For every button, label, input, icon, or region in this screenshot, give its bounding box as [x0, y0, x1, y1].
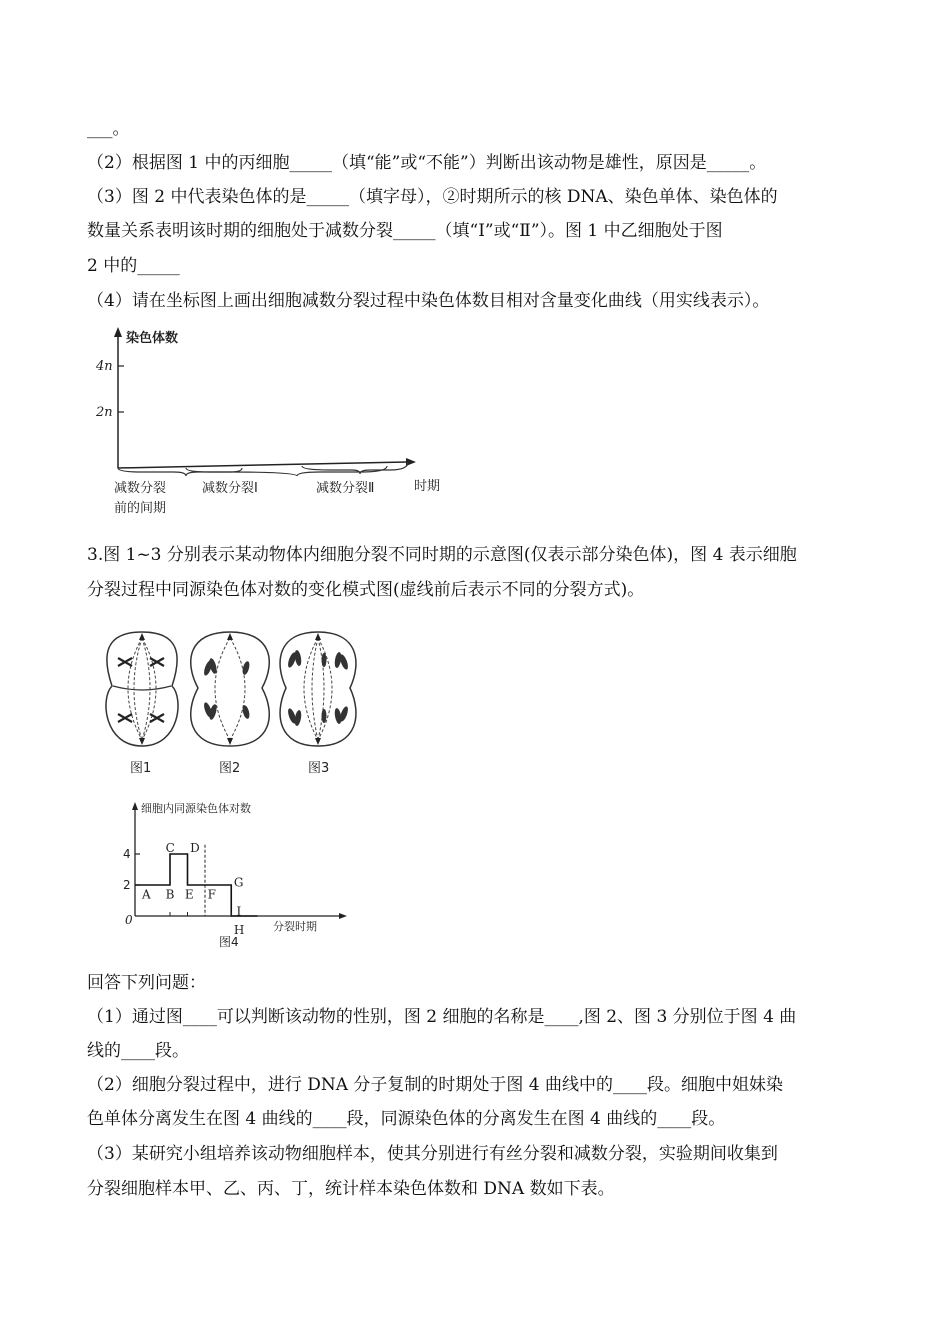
label-meiosis-2: 减数分裂Ⅱ	[316, 481, 375, 496]
fig4-ylabel: 细胞内同源染色体对数	[141, 802, 251, 815]
question-2-line: （2）根据图 1 中的丙细胞_____（填“能”或“不能”）判断出该动物是雄性，原因是_____。	[87, 153, 767, 173]
question-3-2-line-1: （2）细胞分裂过程中，进行 DNA 分子复制的时期处于图 4 曲线中的____段。细胞中姐妹染	[87, 1075, 784, 1095]
question-3-2-line-2: 色单体分离发生在图 4 曲线的____段，同源染色体的分离发生在图 4 曲线的____段。	[87, 1109, 726, 1129]
cell-division-figures	[100, 628, 365, 778]
fig4-ytick-label-2: 2	[123, 878, 131, 892]
x-axis	[118, 462, 408, 468]
fig4-point-label-C: C	[165, 840, 175, 855]
fig2-label: 图2	[219, 761, 241, 776]
fig4-point-label-I: I	[236, 904, 242, 919]
question-4-line: （4）请在坐标图上画出细胞减数分裂过程中染色体数目相对含量变化曲线（用实线表示）。	[87, 291, 770, 311]
cell-figure-2	[191, 632, 270, 776]
fig4-point-label-A: A	[142, 887, 151, 902]
tick-4n: 4n	[96, 359, 113, 374]
fig4-ytick-label-4: 4	[123, 847, 131, 861]
fig4-point-label-G: G	[233, 875, 244, 890]
tick-2n: 2n	[96, 405, 113, 420]
label-interphase-2: 前的间期	[114, 501, 167, 516]
question-3-line-1: （3）图 2 中代表染色体的是_____（填字母），②时期所示的核 DNA、染色单体、染色体的	[87, 187, 778, 207]
fig4-origin: 0	[125, 913, 133, 927]
question-3-intro-1: 3.图 1~3 分别表示某动物体内细胞分裂不同时期的示意图(仅表示部分染色体)，图 4 表示细胞	[87, 545, 797, 565]
question-3-1-line-2: 线的____段。	[87, 1041, 189, 1061]
label-interphase-1: 减数分裂	[114, 481, 167, 496]
fig4-point-label-F: F	[207, 887, 216, 902]
cell-figure-3	[280, 632, 356, 776]
cell-figure-1	[106, 632, 178, 776]
fig4-point-label-B: B	[165, 887, 175, 902]
fig1-label: 图1	[130, 761, 152, 776]
y-axis-arrow	[114, 327, 122, 337]
fig3-label: 图3	[308, 761, 330, 776]
question-3-3-line-2: 分裂细胞样本甲、乙、丙、丁，统计样本染色体数和 DNA 数如下表。	[87, 1179, 615, 1199]
answer-blank-line: ___。	[87, 119, 130, 139]
question-3-line-3: 2 中的_____	[87, 256, 180, 276]
fig4-caption: 图4	[219, 935, 239, 948]
graph-ylabel: 染色体数	[126, 331, 179, 346]
fig4-point-label-E: E	[184, 887, 194, 902]
chromosome-number-graph	[90, 322, 460, 527]
answer-prompt: 回答下列问题：	[87, 973, 206, 993]
label-meiosis-1: 减数分裂Ⅰ	[202, 481, 258, 496]
fig4-point-label-D: D	[190, 840, 200, 855]
question-3-line-2: 数量关系表明该时期的细胞处于减数分裂_____（填“Ⅰ”或“Ⅱ”）。图 1 中乙细胞处于图	[87, 221, 723, 241]
question-3-intro-2: 分裂过程中同源染色体对数的变化模式图(虚线前后表示不同的分裂方式)。	[87, 580, 645, 600]
question-3-3-line-1: （3）某研究小组培养该动物细胞样本，使其分别进行有丝分裂和减数分裂，实验期间收集到	[87, 1144, 778, 1164]
homologous-pairs-chart	[115, 798, 355, 948]
graph-xlabel: 时期	[414, 479, 441, 494]
fig4-point-label-H: H	[233, 922, 245, 937]
fig4-xlabel: 分裂时期	[273, 920, 317, 933]
question-3-1-line-1: （1）通过图____可以判断该动物的性别，图 2 细胞的名称是____,图 2、图 3 分别位于图 4 曲	[87, 1007, 797, 1027]
